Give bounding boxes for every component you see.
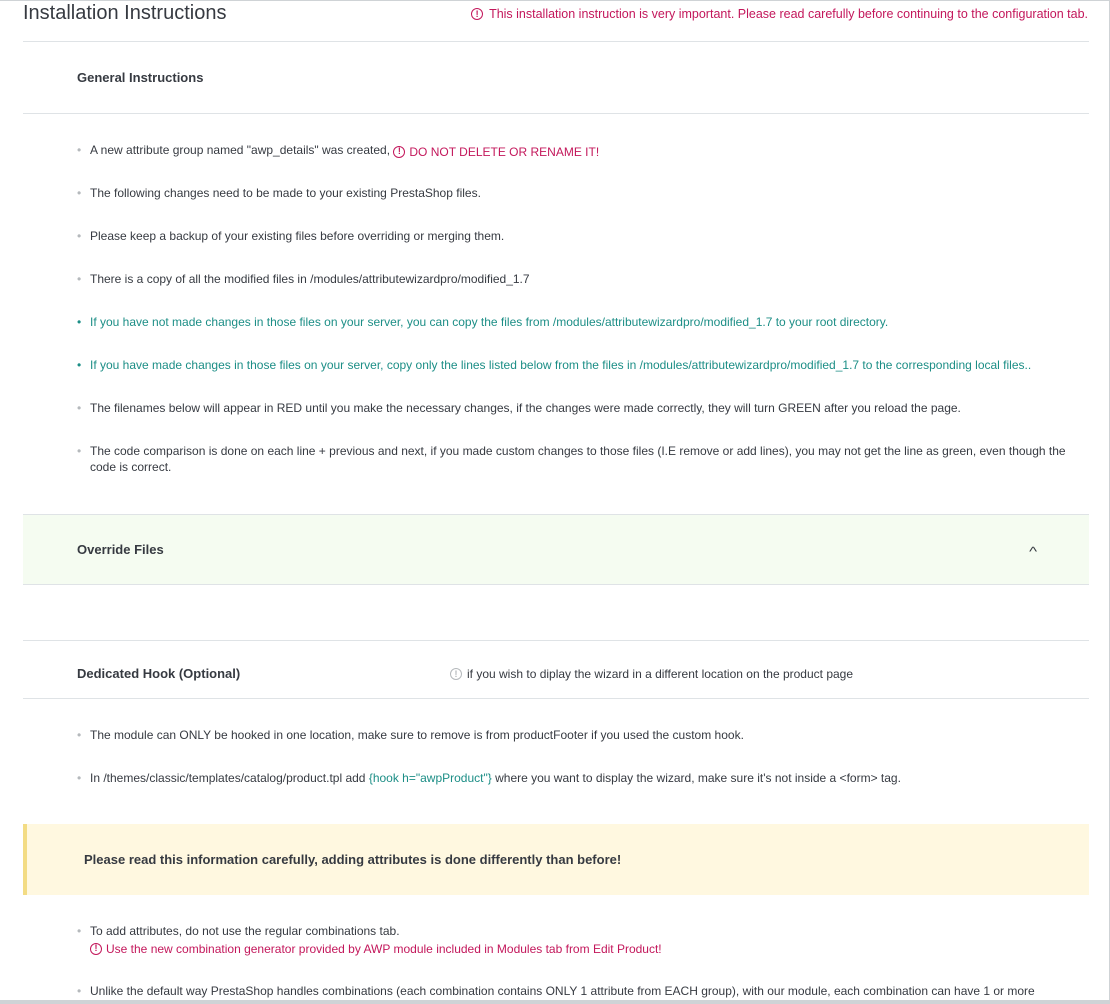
bullet-dot: • — [77, 771, 82, 785]
bullet-dot: • — [77, 401, 82, 415]
important-warning — [471, 7, 1088, 21]
dedicated-hook-hint — [450, 667, 853, 681]
divider — [23, 698, 1089, 699]
list-item-text: Please keep a backup of your existing files before overriding or merging them. — [90, 229, 505, 243]
list-item-text: If you have made changes in those files on your server, copy only the lines listed below from the files in /modules/attributewizardpro/modified_1.7 to the corresponding local files.. — [90, 358, 1032, 372]
override-files-title: Override Files — [77, 542, 164, 557]
list-item — [77, 983, 1085, 999]
frame-top-border — [0, 0, 1110, 1]
list-item — [77, 228, 1085, 244]
bullet-dot: • — [77, 924, 82, 938]
list-item — [77, 357, 1085, 373]
list-item — [77, 314, 1085, 330]
list-item — [77, 142, 1085, 160]
bullet-dot: • — [77, 358, 82, 372]
list-item-text: The filenames below will appear in RED until you make the necessary changes, if the changes were made correctly, they will turn GREEN after you reload the page. — [90, 401, 961, 415]
bullet-dot: • — [77, 444, 82, 458]
list-item-text: A new attribute group named "awp_details" was created, — [90, 143, 391, 157]
dedicated-hook-hint-text: if you wish to diplay the wizard in a different location on the product page — [467, 667, 854, 681]
dedicated-hook-title: Dedicated Hook (Optional) — [77, 666, 241, 681]
list-item-text: To add attributes, do not use the regular combinations tab. — [90, 924, 400, 938]
divider — [23, 41, 1089, 42]
list-item-text: The module can ONLY be hooked in one location, make sure to remove is from productFooter if you used the custom hook. — [90, 728, 744, 742]
list-item — [77, 185, 1085, 201]
list-item-text: where you want to display the wizard, make sure it's not inside a <form> tag. — [491, 771, 901, 785]
divider — [23, 640, 1089, 641]
bullet-dot: • — [77, 728, 82, 742]
frame-bottom-border — [0, 1000, 1110, 1004]
notice-text: Please read this information carefully, adding attributes is done differently than before! — [84, 852, 622, 867]
generator-warning — [90, 941, 662, 957]
list-item-text: If you have not made changes in those files on your server, you can copy the files from /modules/attributewizardpro/modified_1.7 to your root directory. — [90, 315, 889, 329]
delete-warning — [393, 144, 599, 160]
important-warning-text: This installation instruction is very important. Please read carefully before continuing to the configuration tab. — [489, 7, 1088, 21]
list-item — [77, 727, 1085, 743]
bullet-dot: • — [77, 143, 82, 157]
page-title: Installation Instructions — [23, 2, 227, 24]
alert-icon: ! — [90, 943, 102, 955]
general-instructions-title: General Instructions — [77, 70, 204, 85]
override-files-panel[interactable] — [23, 514, 1089, 585]
list-item-text: The code comparison is done on each line + previous and next, if you made custom changes to those files (I.E remove or add lines), you may not get the line as green, even though the code is correct. — [90, 444, 1066, 474]
bullet-dot: • — [77, 186, 82, 200]
list-item-text: In /themes/classic/templates/catalog/product.tpl add — [90, 771, 369, 785]
list-item-text: There is a copy of all the modified files in /modules/attributewizardpro/modified_1.7 — [90, 272, 530, 286]
generator-warning-text: Use the new combination generator provided by AWP module included in Modules tab from Edit Product! — [106, 941, 662, 956]
delete-warning-text: DO NOT DELETE OR RENAME IT! — [409, 144, 600, 159]
alert-icon: ! — [393, 146, 405, 158]
hook-code-snippet: {hook h="awpProduct"} — [368, 771, 492, 785]
list-item — [77, 443, 1085, 475]
bullet-dot: • — [77, 272, 82, 286]
list-item-text: Unlike the default way PrestaShop handles combinations (each combination contains ONLY 1 attribute from EACH group), with our module, each combination can have 1 or more — [90, 984, 1035, 998]
list-item — [77, 923, 1085, 957]
alert-icon: ! — [471, 8, 483, 20]
bullet-dot: • — [77, 315, 82, 329]
bullet-dot: • — [77, 984, 82, 998]
list-item-text: The following changes need to be made to your existing PrestaShop files. — [90, 186, 481, 200]
bullet-dot: • — [77, 229, 82, 243]
divider — [23, 113, 1089, 114]
chevron-up-icon[interactable]: ^ — [1028, 544, 1037, 559]
notice-box — [23, 824, 1089, 895]
info-icon: ! — [450, 668, 462, 680]
list-item — [77, 770, 1085, 786]
list-item — [77, 400, 1085, 416]
list-item — [77, 271, 1085, 287]
